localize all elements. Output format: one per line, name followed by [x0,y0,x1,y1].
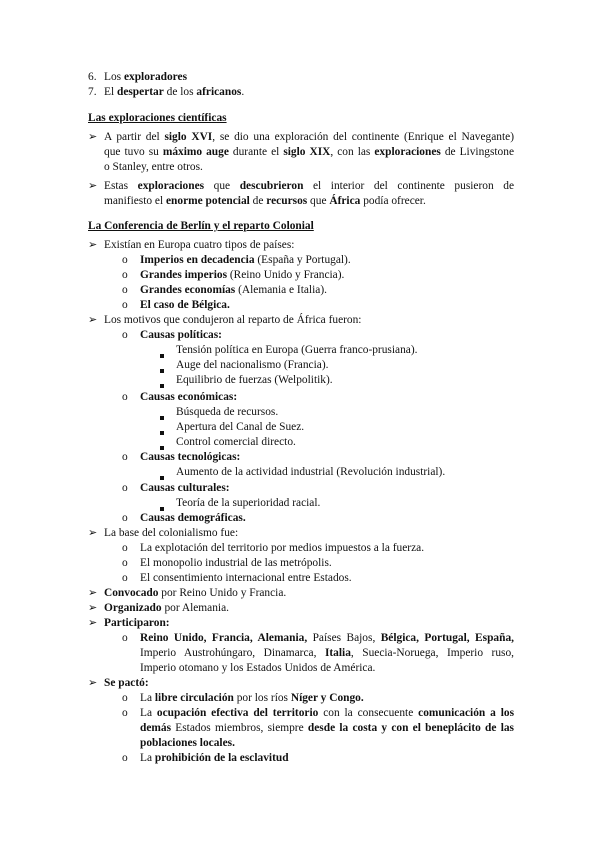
circle-bullet-icon: o [122,557,128,569]
list-item: La explotación del territorio por medios impuestos a la fuerza. [140,542,425,554]
list-item: Organizado por Alemania. [104,602,229,614]
list-item: Participaron: [104,617,170,629]
paragraph-line: A partir del siglo XVI, se dio una exploración del continente (Enrique el Navegante) [104,131,515,143]
paragraph-line: Imperio otomano y los Estados Unidos de América. [140,662,376,674]
paragraph-line: Reino Unido, Francia, Alemania, Países Bajos, Bélgica, Portugal, España, [140,632,514,644]
circle-bullet-icon: o [122,692,128,704]
square-bullet-icon [160,425,164,439]
arrow-bullet-icon: ➢ [88,527,98,539]
circle-bullet-icon: o [122,632,128,644]
paragraph-line: La ocupación efectiva del territorio con la consecuente comunicación a los [140,707,514,719]
list-item: Equilibrio de fuerzas (Welpolitik). [176,374,333,386]
paragraph-line: que tuvo su máximo auge durante el siglo XIX, con las exploraciones de Livingstone [104,146,515,158]
list-item: El monopolio industrial de las metrópolis. [140,557,332,569]
circle-bullet-icon: o [122,482,128,494]
list-item: El consentimiento internacional entre Estados. [140,572,352,584]
circle-bullet-icon: o [122,329,128,341]
list-item: Control comercial directo. [176,436,296,448]
list-item: La base del colonialismo fue: [104,527,239,539]
circle-bullet-icon: o [122,512,128,524]
cause-label: Causas tecnológicas: [140,451,241,463]
numbered-item-exploradores: Los exploradores [104,71,188,83]
list-item: Imperios en decadencia (España y Portugal). [140,254,351,266]
paragraph-line: Imperio Austrohúngaro, Dinamarca, Italia, Suecia-Noruega, Imperio ruso, [140,647,514,659]
cause-label: Causas económicas: [140,391,238,403]
cause-label: Causas demográficas. [140,512,246,524]
list-item: Aumento de la actividad industrial (Revolución industrial). [176,466,446,478]
paragraph-line: o Stanley, entre otros. [104,161,203,173]
paragraph-line: manifiesto el enorme potencial de recursos que África podía ofrecer. [104,195,426,207]
circle-bullet-icon: o [122,391,128,403]
section-heading-exploraciones: Las exploraciones científicas [88,112,227,124]
arrow-bullet-icon: ➢ [88,617,98,629]
square-bullet-icon [160,348,164,362]
list-item: La prohibición de la esclavitud [140,752,289,764]
circle-bullet-icon: o [122,284,128,296]
cause-label: Causas políticas: [140,329,222,341]
square-bullet-icon [160,363,164,377]
cause-label: Causas culturales: [140,482,230,494]
list-item: Apertura del Canal de Suez. [176,421,305,433]
arrow-bullet-icon: ➢ [88,587,98,599]
circle-bullet-icon: o [122,299,128,311]
list-item: Los motivos que condujeron al reparto de África fueron: [104,314,362,326]
circle-bullet-icon: o [122,572,128,584]
list-item: La libre circulación por los ríos Níger y Congo. [140,692,364,704]
circle-bullet-icon: o [122,269,128,281]
list-item: Convocado por Reino Unido y Francia. [104,587,287,599]
arrow-bullet-icon: ➢ [88,180,98,192]
list-item: Grandes imperios (Reino Unido y Francia). [140,269,345,281]
paragraph-line: Estas exploraciones que descubrieron el interior del continente pusieron de [104,180,514,192]
circle-bullet-icon: o [122,707,128,719]
arrow-bullet-icon: ➢ [88,602,98,614]
list-item: Tensión política en Europa (Guerra franco-prusiana). [176,344,418,356]
circle-bullet-icon: o [122,254,128,266]
paragraph-line: poblaciones locales. [140,737,235,749]
list-item: Se pactó: [104,677,149,689]
section-heading-conferencia: La Conferencia de Berlín y el reparto Colonial [88,220,314,232]
list-item: Auge del nacionalismo (Francia). [176,359,329,371]
arrow-bullet-icon: ➢ [88,677,98,689]
list-item: Grandes economías (Alemania e Italia). [140,284,327,296]
list-item: El caso de Bélgica. [140,299,230,311]
arrow-bullet-icon: ➢ [88,314,98,326]
paragraph-line: demás Estados miembros, siempre desde la costa y con el beneplácito de las [140,722,514,734]
arrow-bullet-icon: ➢ [88,131,98,143]
list-item: Teoría de la superioridad racial. [176,497,321,509]
list-item: Búsqueda de recursos. [176,406,279,418]
circle-bullet-icon: o [122,542,128,554]
arrow-bullet-icon: ➢ [88,239,98,251]
list-item: Existían en Europa cuatro tipos de países: [104,239,295,251]
numbered-item-despertar: El despertar de los africanos. [104,86,245,98]
square-bullet-icon [160,410,164,424]
circle-bullet-icon: o [122,451,128,463]
circle-bullet-icon: o [122,752,128,764]
list-number: 6. [88,71,97,83]
list-number: 7. [88,86,97,98]
